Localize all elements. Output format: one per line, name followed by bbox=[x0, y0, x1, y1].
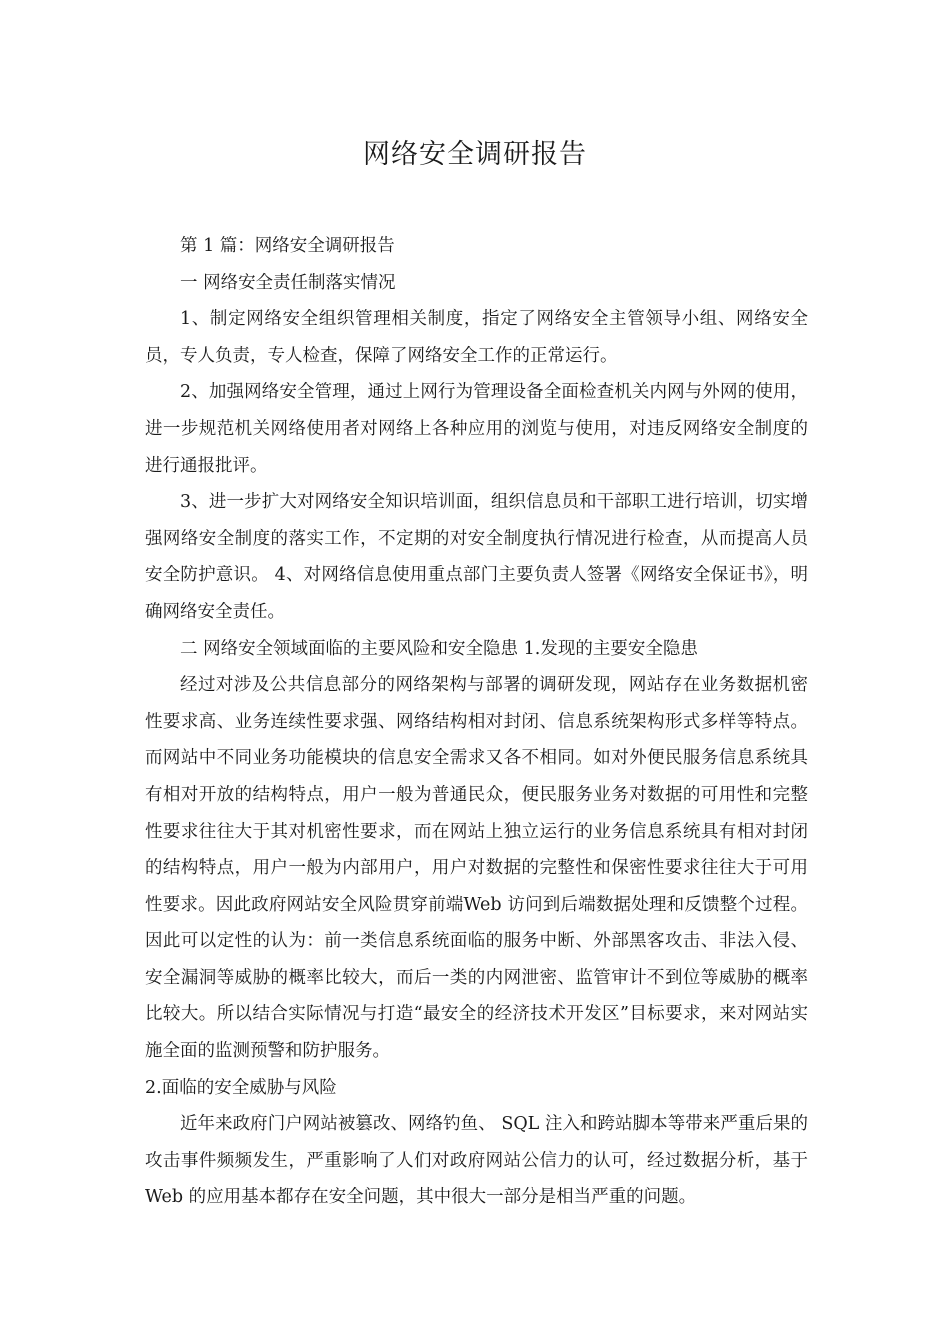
paragraph-item-1: 1、制定网络安全组织管理相关制度，指定了网络安全主管领导小组、网络安全员，专人负责，专人检查，保障了网络安全工作的正常运行。 bbox=[145, 309, 808, 366]
paragraph-item-2: 2、加强网络安全管理，通过上网行为管理设备全面检查机关内网与外网的使用，进一步规范机关网络使用者对网络上各种应用的浏览与使用，对违反网络安全制度的进行通报批评。 bbox=[145, 382, 808, 476]
paragraph-threats: 近年来政府门户网站被篡改、网络钓鱼、 SQL 注入和跨站脚本等带来严重后果的攻击事件频频发生，严重影响了人们对政府网站公信力的认可，经过数据分析，基于 Web 的应用基本都存在安全问题，其中很大一部分是相当严重的问题。 bbox=[145, 1114, 808, 1208]
heading-part-1: 第 1 篇：网络安全调研报告 bbox=[180, 236, 395, 256]
page-title: 网络安全调研报告 bbox=[363, 139, 587, 170]
section-heading-1: 一 网络安全责任制落实情况 bbox=[180, 272, 396, 293]
paragraph-risk-analysis: 经过对涉及公共信息部分的网络架构与部署的调研发现，网站存在业务数据机密性要求高、业务连续性要求强、网络结构相对封闭、信息系统架构形式多样等特点。而网站中不同业务功能模块的信息安全需求又各不相同。如对外便民服务信息系统具有相对开放的结构特点，用户一般为普通民众，便民服务业务对数据的可用性和完整性要求往往大于其对机密性要求，而在网站上独立运行的业务信息系统具有相对封闭的结构特点，用户一般为内部用户，用户对数据的完整性和保密性要求往往大于可用性要求。因此政府网站安全风险贯穿前端Web 访问到后端数据处理和反馈整个过程。因此可以定性的认为：前一类信息系统面临的服务中断、外部黑客攻击、非法入侵、安全漏洞等威胁的概率比较大，而后一类的内网泄密、监管审计不到位等威胁的概率比较大。所以结合实际情况与打造“最安全的经济技术开发区”目标要求，来对网站实施全面的监测预警和防护服务。 bbox=[145, 675, 808, 1062]
paragraph-item-3-4: 3、进一步扩大对网络安全知识培训面，组织信息员和干部职工进行培训，切实增强网络安全制度的落实工作，不定期的对安全制度执行情况进行检查，从而提高人员安全防护意识。 4、对网络信息使用重点部门主要负责人签署《网络安全保证书》，明确网络安全责任。 bbox=[145, 492, 808, 622]
subheading-threats: 2.面临的安全威胁与风险 bbox=[145, 1077, 337, 1098]
section-heading-2: 二 网络安全领域面临的主要风险和安全隐患 1.发现的主要安全隐患 bbox=[180, 638, 698, 659]
document-body bbox=[145, 228, 808, 1216]
